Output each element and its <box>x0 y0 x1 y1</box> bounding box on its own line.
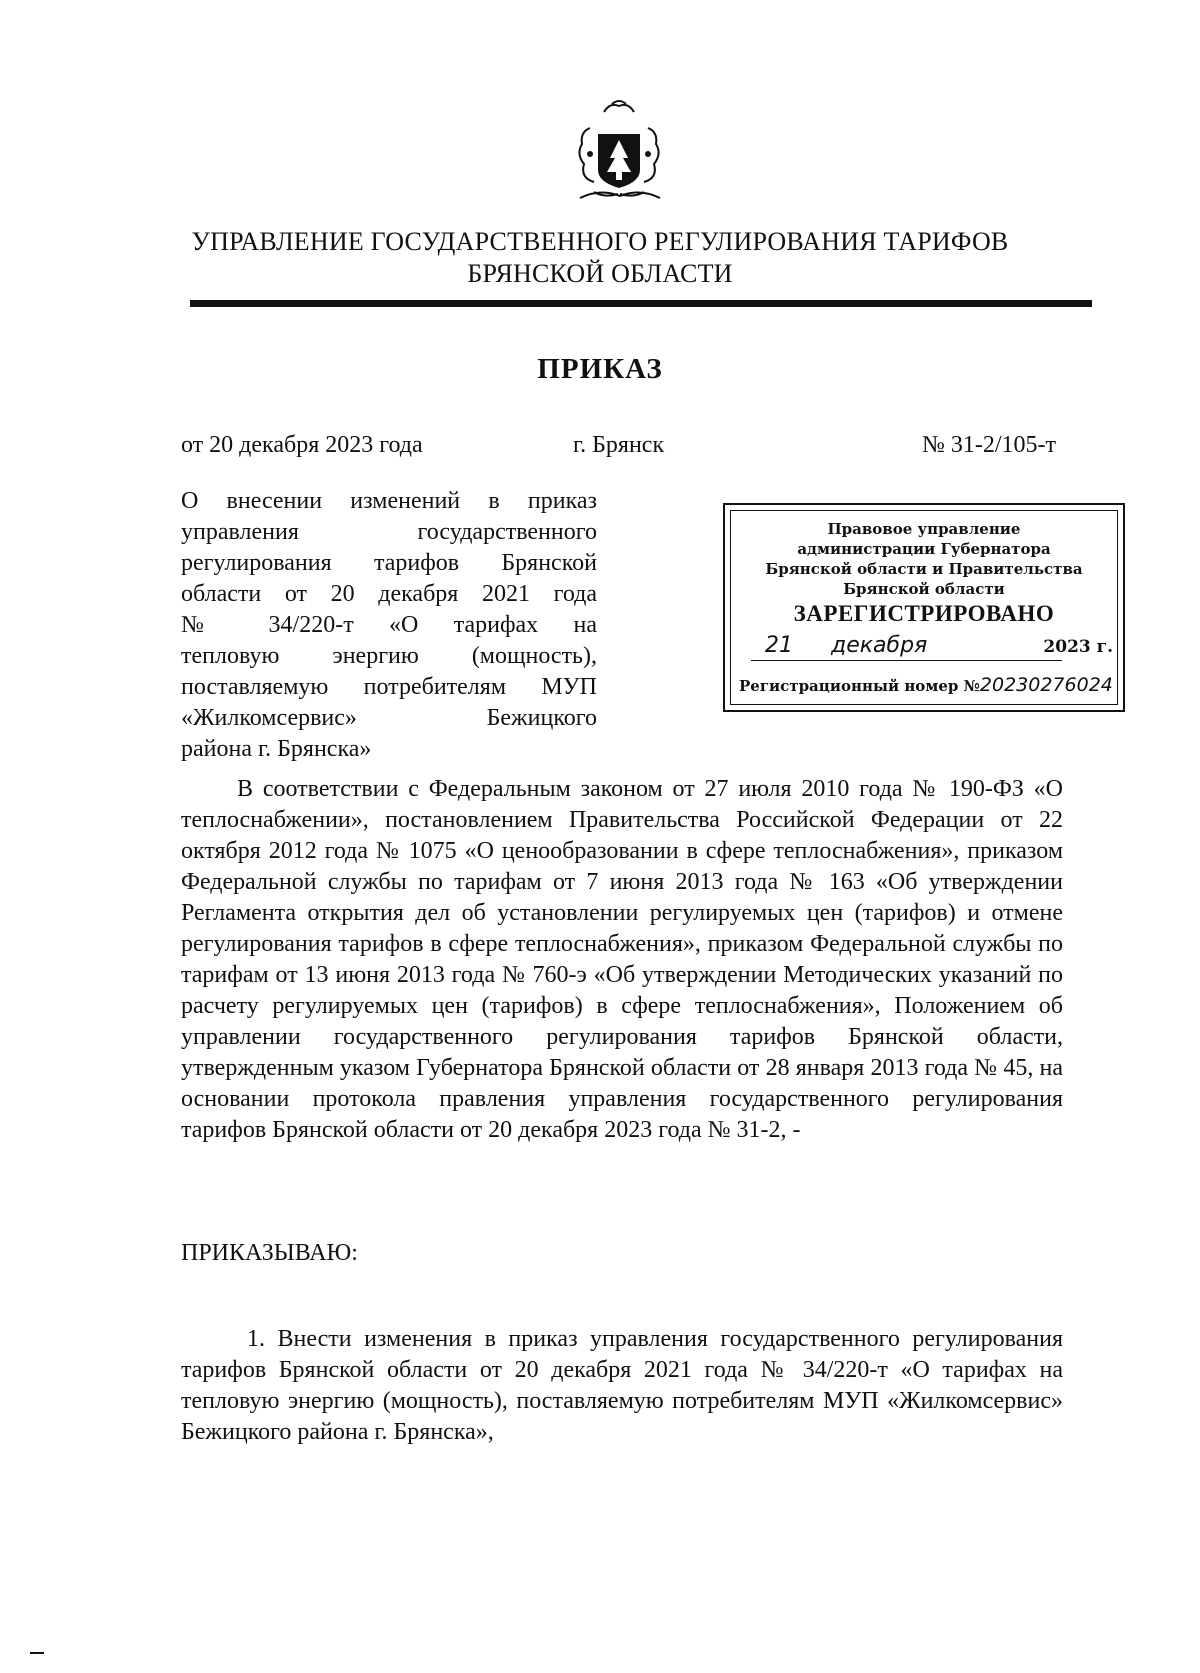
stamp-line: Правовое управление <box>827 520 1021 538</box>
subject-line: района г. Брянска» <box>181 736 372 762</box>
stamp-line: Брянской области <box>843 580 1005 598</box>
authority-line-1: УПРАВЛЕНИЕ ГОСУДАРСТВЕННОГО РЕГУЛИРОВАНИЯ ТАРИФОВ <box>191 227 1009 256</box>
stamp-date-underline <box>751 660 1062 661</box>
subject-line: О внесении изменений в приказ <box>181 488 597 514</box>
stamp-registration-number-row <box>739 674 1113 696</box>
document-city: г. Брянск <box>573 432 665 458</box>
authority-line-2: БРЯНСКОЙ ОБЛАСТИ <box>467 259 733 288</box>
subject-line: области от 20 декабря 2021 года <box>181 581 597 607</box>
stamp-day: 21 <box>765 633 793 658</box>
preamble-paragraph: В соответствии с Федеральным законом от 27 июля 2010 года № 190-ФЗ «О теплоснабжении», постановлением Правительства Российской Федерации от 22 октября 2012 года № 1075 «О ценообразовании в сфере теплоснабжения», приказом Федеральной службы по тарифам от 7 июня 2013 года № 163 «Об утверждении Регламента открытия дел об установлении регулируемых цен (тарифов) и отмене регулирования тарифов в сфере теплоснабжения», приказом Федеральной службы по тарифам от 13 июня 2013 года № 760-э «Об утверждении Методических указаний по расчету регулируемых цен (тарифов) в сфере теплоснабжения», Положением об управлении государственного регулирования тарифов Брянской области, утвержденным указом Губернатора Брянской области от 28 января 2013 года № 45, на основании протокола правления управления государственного регулирования тарифов Брянской области от 20 декабря 2023 года № 31-2, - <box>181 776 1063 1143</box>
document-title: ПРИКАЗ <box>537 353 663 385</box>
stamp-line: Брянской области и Правительства <box>765 560 1083 578</box>
document-number: № 31-2/105-т <box>921 432 1056 458</box>
subject-line: тепловую энергию (мощность), <box>181 643 597 669</box>
subject-line: поставляемую потребителям МУП <box>181 674 597 700</box>
order-item-1: 1. Внести изменения в приказ управления государственного регулирования тарифов Брянской области от 20 декабря 2021 года № 34/220-т «О тарифах на тепловую энергию (мощность), поставляемую потребителям МУП «Жилкомсервис» Бежицкого района г. Брянска», <box>181 1326 1063 1445</box>
stamp-month: декабря <box>831 633 928 658</box>
document-date: от 20 декабря 2023 года <box>181 432 423 458</box>
stamp-year: 2023 г. <box>1043 637 1113 657</box>
stamp-inner-frame <box>730 510 1118 705</box>
stamp-registration-number: 20230276024 <box>979 674 1113 696</box>
stamp-registered-label: ЗАРЕГИСТРИРОВАНО <box>793 601 1055 626</box>
subject-line: управления государственного <box>181 519 597 545</box>
header-divider <box>190 300 1092 307</box>
order-word: ПРИКАЗЫВАЮ: <box>181 1240 358 1266</box>
subject-line: «Жилкомсервис» Бежицкого <box>181 705 597 731</box>
registration-stamp <box>723 503 1125 712</box>
stamp-line: администрации Губернатора <box>797 540 1051 558</box>
subject-line: № 34/220-т «О тарифах на <box>181 612 597 638</box>
stamp-date-row <box>731 631 1117 665</box>
subject-line: регулирования тарифов Брянской <box>181 550 597 576</box>
coat-of-arms-icon <box>560 98 678 210</box>
issuing-authority <box>150 226 1050 290</box>
document-subject <box>181 486 597 765</box>
page-edge-mark <box>30 1652 44 1654</box>
stamp-registration-label: Регистрационный номер № <box>739 677 980 695</box>
